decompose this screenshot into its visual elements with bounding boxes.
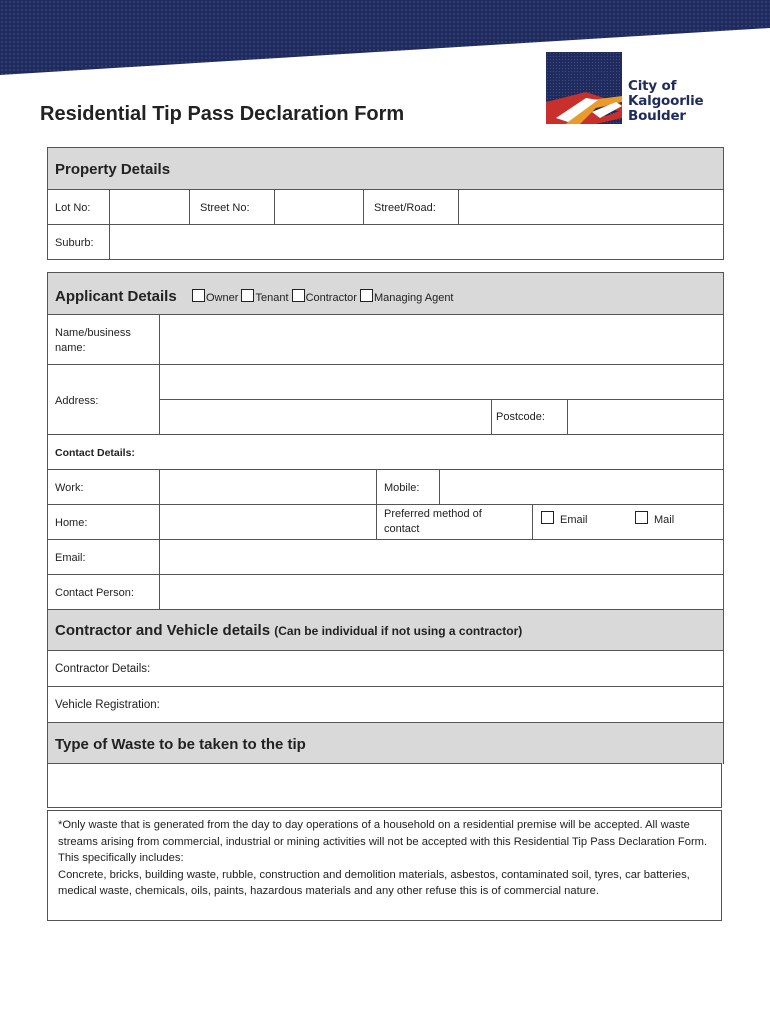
pref-mail-label: Mail (654, 514, 675, 526)
address-field-line-2[interactable] (159, 399, 491, 434)
applicant-details-header (48, 273, 723, 314)
mobile-label-cell (376, 470, 439, 504)
address-field-line-1[interactable] (159, 365, 724, 399)
street-no-label-cell (189, 190, 274, 224)
pref-mail-checkbox[interactable] (635, 511, 648, 524)
city-logo (546, 52, 716, 126)
street-road-label-cell (363, 190, 458, 224)
email-field[interactable] (159, 540, 724, 574)
waste-restrictions-note (47, 810, 722, 921)
email-label: Email: (55, 552, 86, 564)
property-details-heading: Property Details (55, 161, 171, 178)
logo-emblem (546, 52, 622, 124)
home-field[interactable] (159, 505, 376, 539)
name-row (48, 314, 723, 364)
vehicle-registration-row[interactable] (48, 686, 723, 722)
pref-mail-option[interactable] (635, 511, 674, 526)
applicant-type-options (192, 289, 454, 304)
tenant-checkbox[interactable] (241, 289, 254, 302)
owner-checkbox[interactable] (192, 289, 205, 302)
lot-no-field[interactable] (109, 190, 188, 224)
property-details-header (48, 148, 723, 189)
address-row (48, 364, 723, 434)
mobile-field[interactable] (439, 470, 724, 504)
home-label: Home: (55, 517, 88, 529)
contact-person-label: Contact Person: (55, 587, 134, 599)
preferred-contact-options (532, 505, 724, 539)
contractor-label: Contractor (305, 292, 357, 304)
contractor-header (48, 609, 723, 650)
preferred-contact-label-cell (376, 505, 532, 539)
owner-label: Owner (206, 292, 239, 304)
contractor-checkbox[interactable] (292, 289, 305, 302)
name-field[interactable] (159, 315, 724, 364)
street-road-field[interactable] (458, 190, 724, 224)
street-no-field[interactable] (274, 190, 363, 224)
contact-details-row (48, 434, 723, 469)
managing-agent-label: Managing Agent (373, 292, 454, 304)
applicant-details-heading: Applicant Details (55, 288, 177, 305)
vehicle-registration-label: Vehicle Registration: (55, 699, 160, 711)
name-label (55, 326, 131, 356)
pref-email-label: Email (560, 514, 588, 526)
lot-no-label: Lot No: (55, 202, 91, 214)
waste-heading: Type of Waste to be taken to the tip (55, 736, 306, 753)
property-row-2 (48, 224, 723, 260)
address-label: Address: (55, 395, 99, 407)
logo-wordmark (628, 79, 703, 124)
logo-line-2: Kalgoorlie (628, 93, 704, 109)
contact-person-row (48, 574, 723, 609)
contractor-heading (55, 622, 522, 639)
option-owner[interactable] (192, 292, 238, 304)
waste-type-field[interactable] (47, 763, 722, 808)
form-title: Residential Tip Pass Declaration Form (40, 103, 405, 125)
pref-email-option[interactable] (541, 511, 588, 526)
name-label-line-2: name: (55, 342, 86, 354)
option-contractor[interactable] (292, 292, 357, 304)
note-text (58, 817, 716, 900)
work-label: Work: (55, 482, 84, 494)
tenant-label: Tenant (255, 292, 289, 304)
waste-header (48, 722, 723, 764)
home-preferred-row (48, 504, 723, 539)
note-text-list: Concrete, bricks, building waste, rubble, construction and demolition materials, asbestos, contaminated soil, tyres, car batteries, medical waste, chemicals, oils, paints, hazardous materials and any other refuse this is of commercial nature. (58, 868, 690, 897)
postcode-label: Postcode: (496, 411, 545, 423)
work-field[interactable] (159, 470, 376, 504)
logo-line-1: City of (628, 78, 677, 94)
contractor-details-label: Contractor Details: (55, 663, 151, 675)
postcode-field[interactable] (567, 399, 724, 434)
suburb-field[interactable] (109, 225, 724, 260)
contact-details-label: Contact Details: (55, 447, 135, 459)
mobile-label: Mobile: (384, 482, 420, 494)
preferred-contact-line-1: Preferred method of (384, 508, 482, 520)
contact-person-field[interactable] (159, 575, 724, 609)
name-label-line-1: Name/business (55, 327, 131, 339)
option-tenant[interactable] (241, 292, 288, 304)
preferred-contact-line-2: contact (384, 523, 420, 535)
email-row (48, 539, 723, 574)
logo-line-3: Boulder (628, 108, 686, 124)
work-mobile-row (48, 469, 723, 504)
pref-email-checkbox[interactable] (541, 511, 554, 524)
contractor-heading-main: Contractor and Vehicle details (55, 622, 271, 639)
option-managing-agent[interactable] (360, 292, 454, 304)
property-row-1 (48, 189, 723, 224)
street-road-label: Street/Road: (374, 202, 436, 214)
suburb-label: Suburb: (55, 237, 94, 249)
preferred-contact-label (384, 507, 482, 537)
applicant-details-section (47, 272, 724, 764)
postcode-label-cell (491, 399, 567, 434)
contractor-details-row[interactable] (48, 650, 723, 686)
contractor-heading-note: (Can be individual if not using a contractor) (274, 624, 523, 638)
note-text-intro: *Only waste that is generated from the day to day operations of a household on a residential premise will be accepted. All waste streams arising from commercial, industrial or mining activities will not be accepted with this Residential Tip Pass Declaration Form. This specifically includes: (58, 819, 708, 864)
street-no-label: Street No: (200, 202, 250, 214)
property-details-section (47, 147, 724, 260)
managing-agent-checkbox[interactable] (360, 289, 373, 302)
